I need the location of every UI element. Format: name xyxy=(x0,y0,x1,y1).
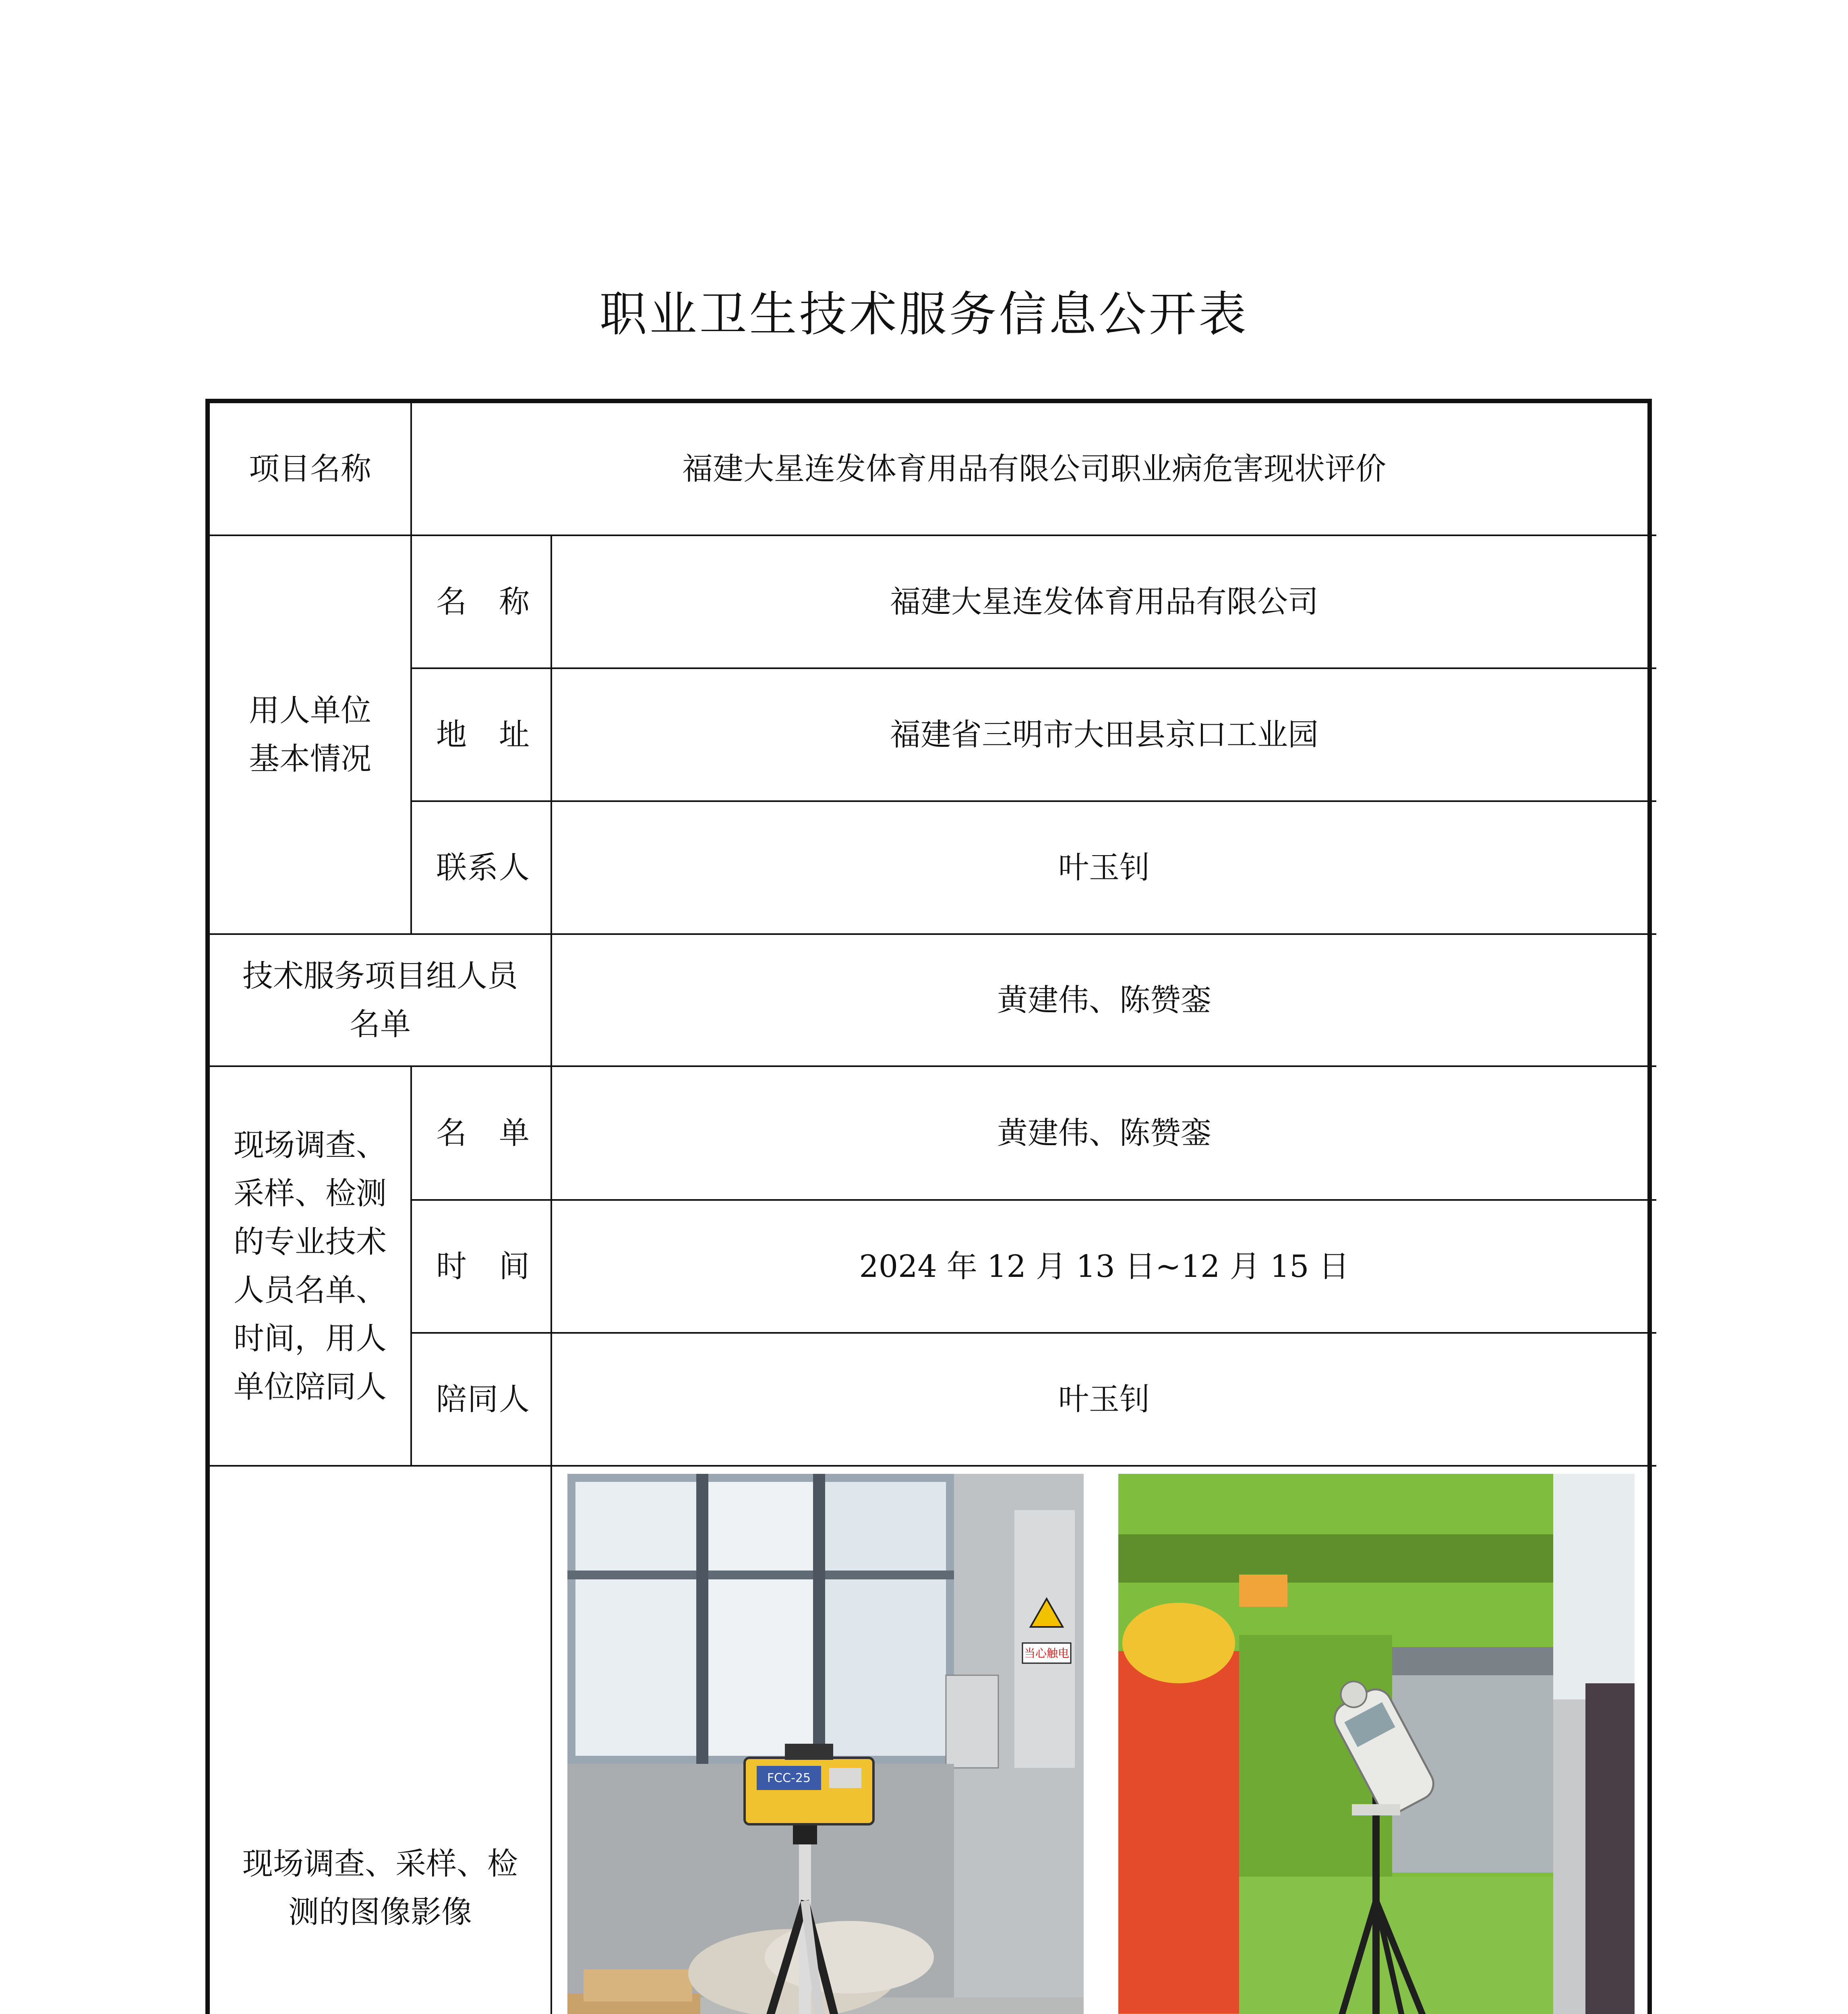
project-name-value: 福建大星连发体育用品有限公司职业病危害现状评价 xyxy=(412,403,1656,536)
employer-address-value: 福建省三明市大田县京口工业园 xyxy=(552,669,1656,802)
survey-escort-label: 陪同人 xyxy=(412,1334,552,1467)
team-value: 黄建伟、陈赞銮 xyxy=(552,935,1656,1067)
team-label: 技术服务项目组人员 名单 xyxy=(210,935,552,1067)
survey-list-label: 名 单 xyxy=(412,1067,552,1201)
survey-list-value: 黄建伟、陈赞銮 xyxy=(552,1067,1656,1201)
noise-meter-photo xyxy=(1118,1474,1635,2014)
employer-name-label: 名 称 xyxy=(412,536,552,669)
warning-sign-text: 当心触电 xyxy=(1024,1647,1070,1660)
project-name-label: 项目名称 xyxy=(210,403,412,536)
sampler-photo xyxy=(567,1474,1084,2014)
sampler-screen-text: FCC-25 xyxy=(767,1771,811,1785)
employer-contact-value: 叶玉钊 xyxy=(552,802,1656,935)
survey-time-label: 时 间 xyxy=(412,1201,552,1334)
employer-name-value: 福建大星连发体育用品有限公司 xyxy=(552,536,1656,669)
survey-escort-value: 叶玉钊 xyxy=(552,1334,1656,1467)
survey-time-value: 2024 年 12 月 13 日~12 月 15 日 xyxy=(552,1201,1656,1334)
noise-meter-photo-drawing xyxy=(1118,1474,1635,2014)
sampler-photo-drawing xyxy=(567,1474,1084,2014)
images-label: 现场调查、采样、检 测的图像影像 xyxy=(210,1467,552,2014)
employer-info-label: 用人单位 基本情况 xyxy=(210,536,412,935)
images-cell xyxy=(552,1467,1656,2014)
survey-label: 现场调查、 采样、检测 的专业技术 人员名单、 时间，用人 单位陪同人 xyxy=(210,1067,412,1467)
info-table xyxy=(205,399,1652,2014)
page-title: 职业卫生技术服务信息公开表 xyxy=(599,286,1249,342)
employer-contact-label: 联系人 xyxy=(412,802,552,935)
employer-address-label: 地 址 xyxy=(412,669,552,802)
